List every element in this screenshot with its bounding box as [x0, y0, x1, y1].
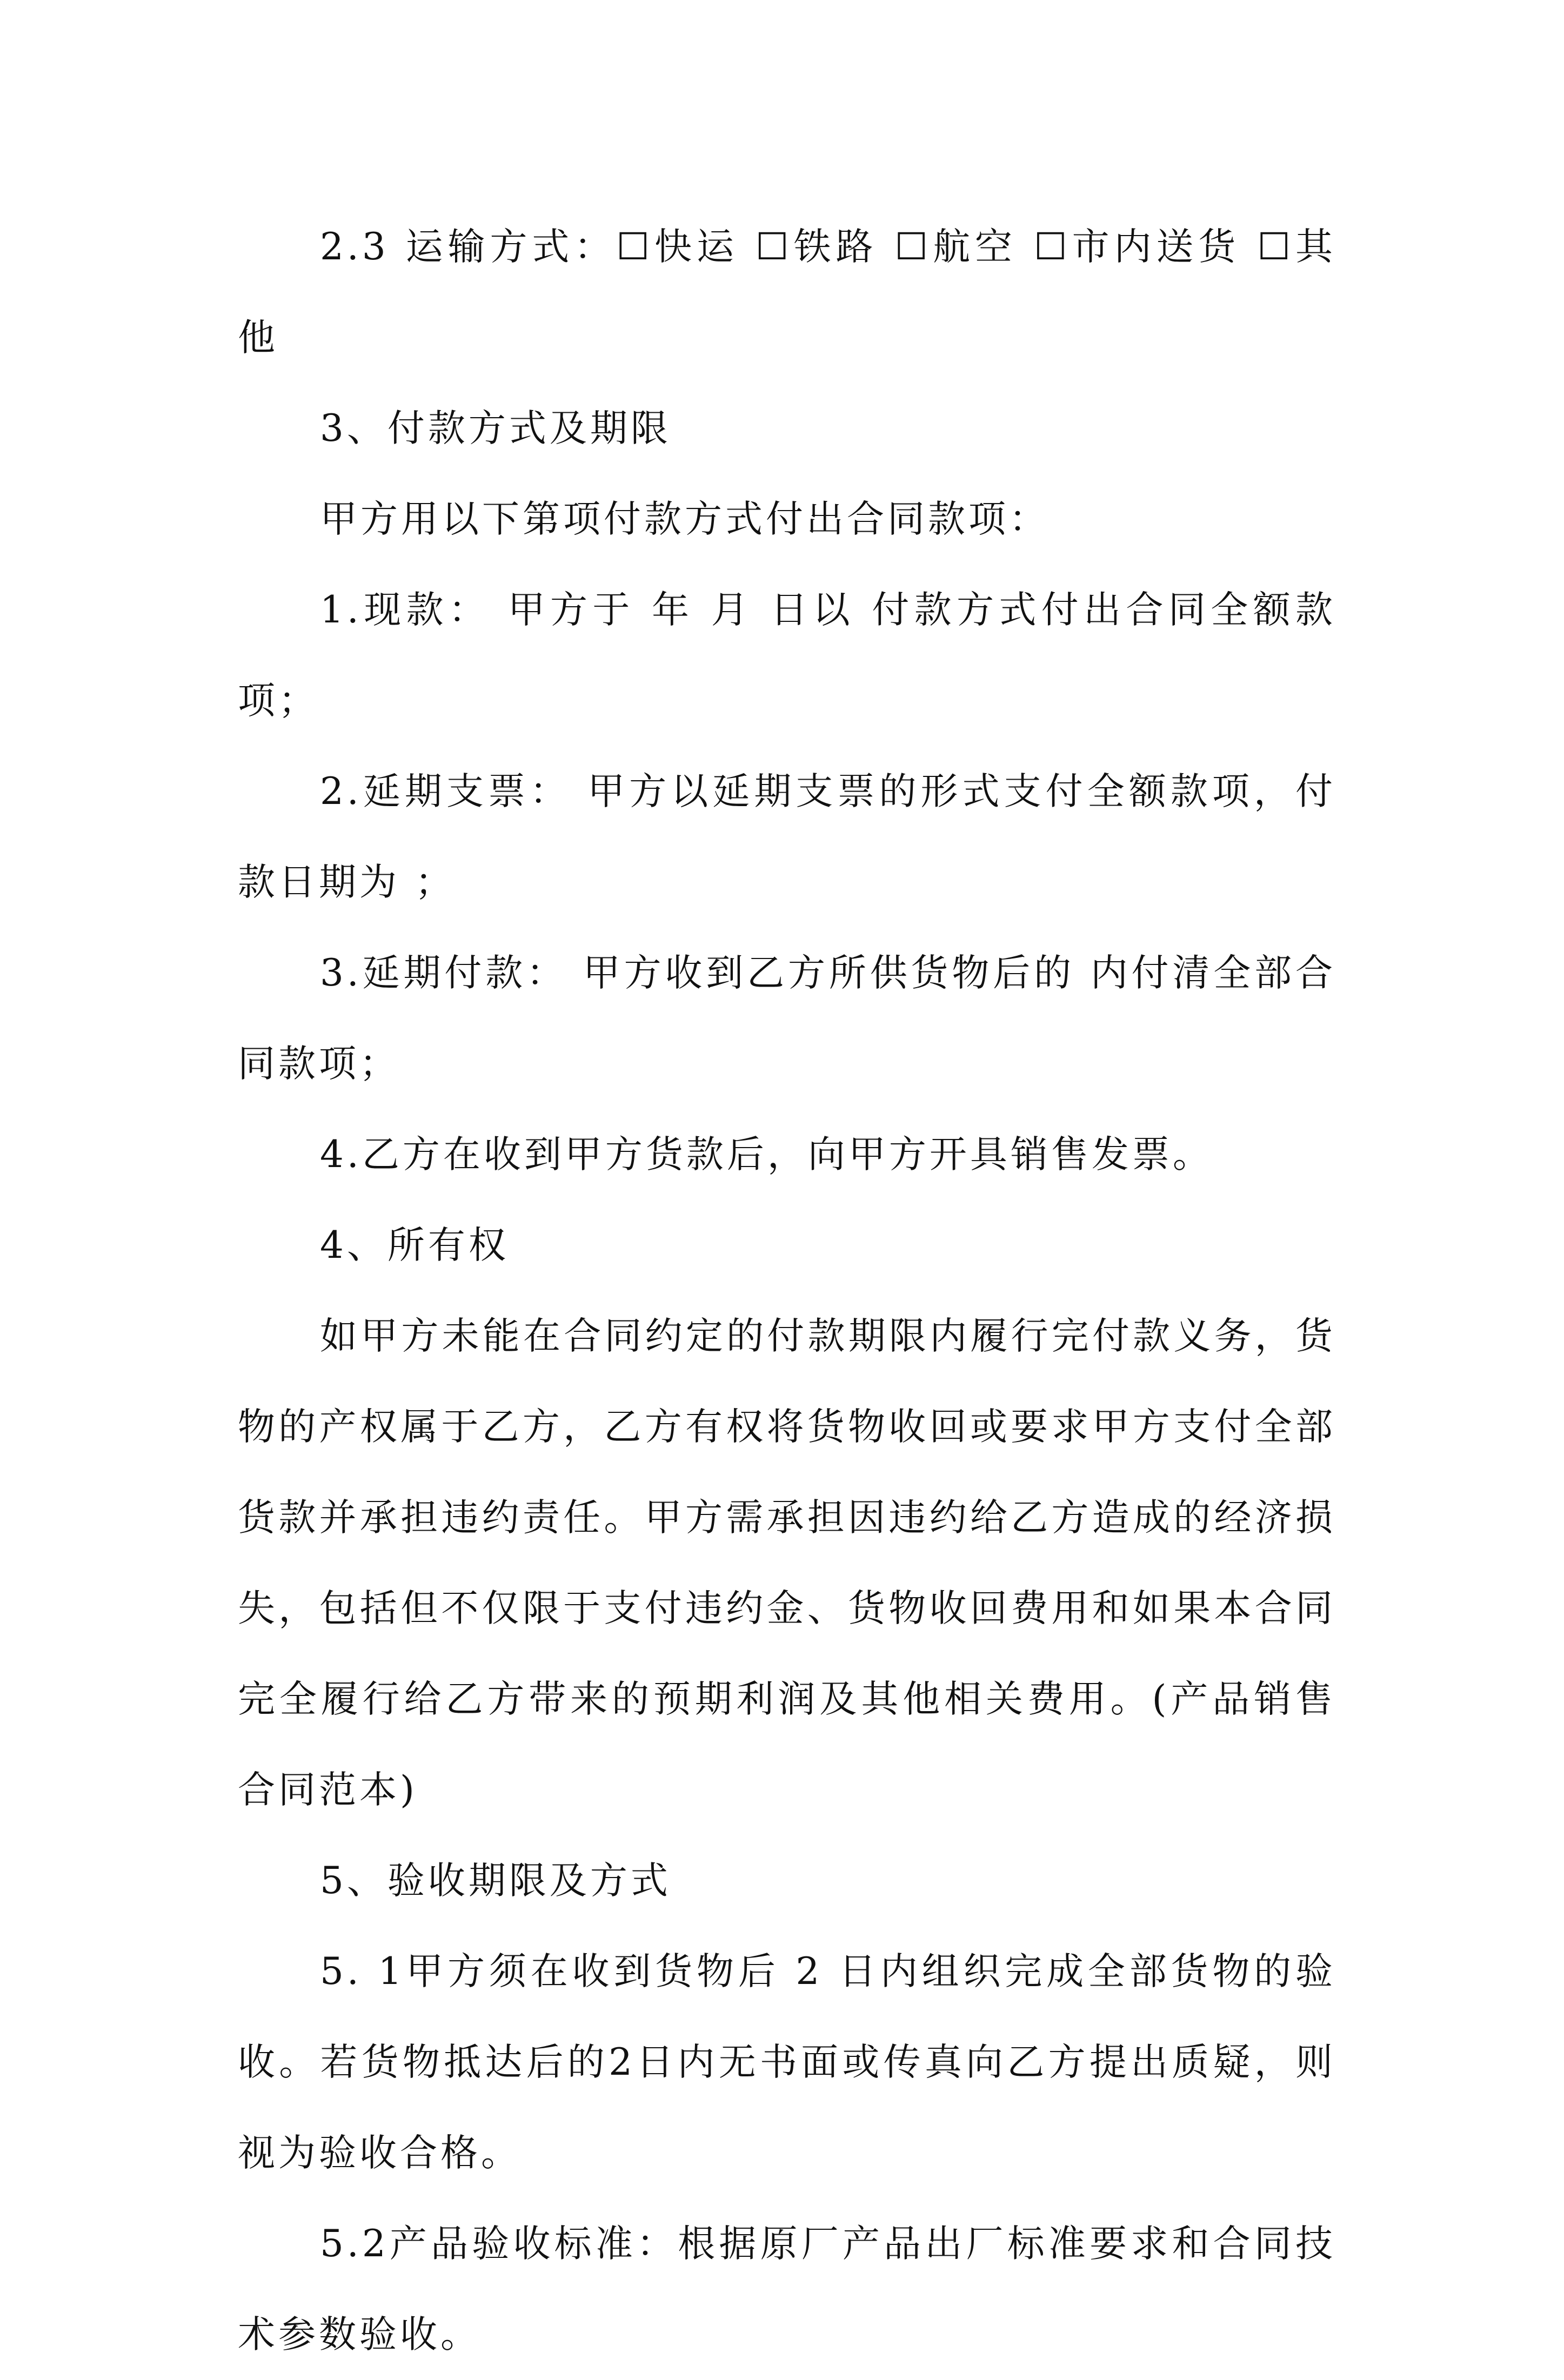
document-body: [238, 202, 1336, 2380]
heading-ownership: 4、所有权: [320, 1224, 509, 1267]
paragraph-deferred-check: 2.延期支票： 甲方以延期支票的形式支付全额款项，付款日期为 ；: [238, 770, 1336, 904]
paragraph-invoice: 4.乙方在收到甲方货款后，向甲方开具销售发票。: [320, 1133, 1213, 1176]
paragraph-transport-method: 2.3 运输方式：☐快运 ☐铁路 ☐航空 ☐市内送货 ☐其他: [238, 225, 1336, 359]
paragraph-acceptance-standard: 5.2产品验收标准：根据原厂产品出厂标准要求和合同技术参数验收。: [238, 2222, 1336, 2356]
heading-acceptance: 5、验收期限及方式: [320, 1859, 671, 1902]
heading-payment-terms: 3、付款方式及期限: [320, 407, 671, 450]
paragraph-ownership: 如甲方未能在合同约定的付款期限内履行完付款义务，货物的产权属于乙方，乙方有权将货物收回或要求甲方支付全部货款并承担违约责任。甲方需承担因违约给乙方造成的经济损失，包括但不仅限于支付违约金、货物收回费用和如果本合同完全履行给乙方带来的预期利润及其他相关费用。(产品销售合同范本): [238, 1315, 1336, 1812]
paragraph-cash-payment: 1.现款： 甲方于 年 月 日以 付款方式付出合同全额款项；: [238, 588, 1336, 722]
paragraph-payment-intro: 甲方用以下第项付款方式付出合同款项：: [320, 498, 1050, 541]
paragraph-acceptance-period: 5. 1甲方须在收到货物后 2 日内组织完成全部货物的验收。若货物抵达后的2日内无书面或传真向乙方提出质疑，则视为验收合格。: [238, 1950, 1336, 2175]
paragraph-deferred-payment: 3.延期付款： 甲方收到乙方所供货物后的 内付清全部合同款项；: [238, 951, 1336, 1085]
